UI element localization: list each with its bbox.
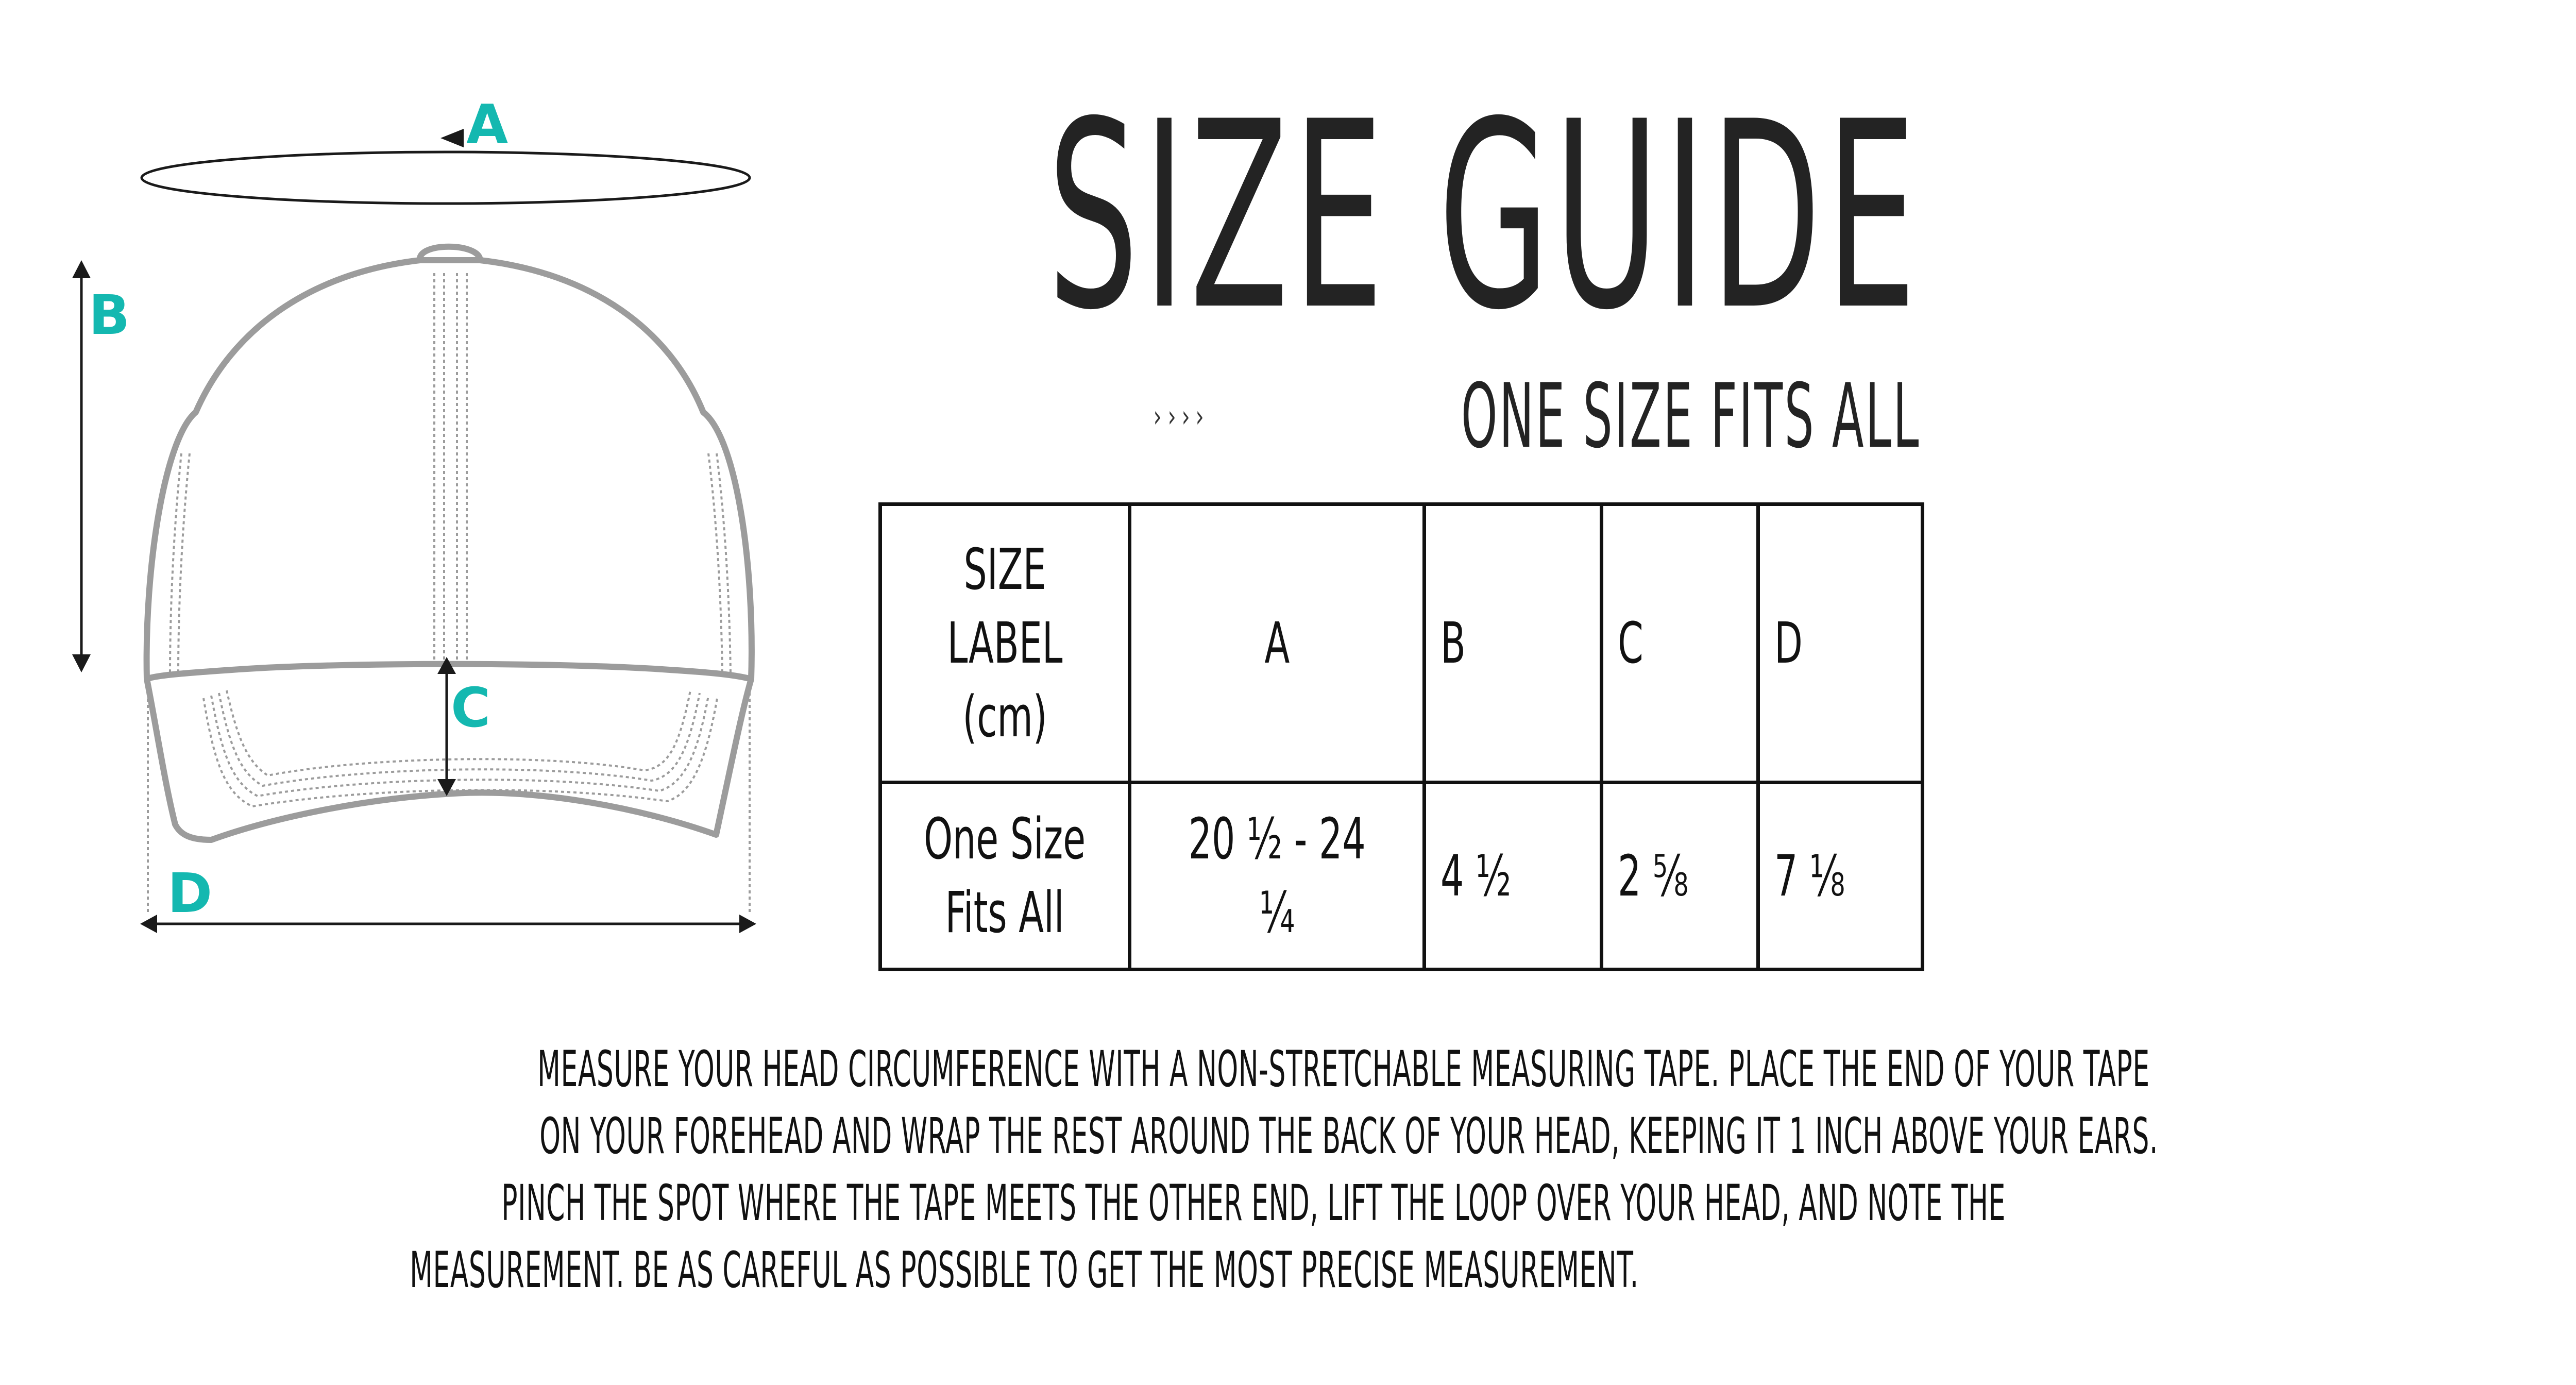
instruction-line: ON YOUR FOREHEAD AND WRAP THE REST AROUND THE BACK OF YOUR HEAD, KEEPING IT 1 INCH ABOVE YOUR EARS. bbox=[539, 1107, 2159, 1165]
dimension-d bbox=[140, 862, 756, 933]
header-b: B bbox=[1425, 504, 1602, 783]
value-c: 2 ⅝ bbox=[1602, 783, 1758, 970]
table-row bbox=[880, 783, 1923, 970]
page-title: SIZE GUIDE bbox=[1047, 66, 1921, 366]
cap-diagram bbox=[0, 0, 824, 979]
dimension-a bbox=[142, 93, 750, 204]
header-c: C bbox=[1602, 504, 1758, 783]
value-d: 7 ⅛ bbox=[1758, 783, 1923, 970]
header-d: D bbox=[1758, 504, 1923, 783]
instruction-line: MEASURE YOUR HEAD CIRCUMFERENCE WITH A NON-STRETCHABLE MEASURING TAPE. PLACE THE END OF YOUR TAPE bbox=[537, 1040, 2150, 1098]
row-size-label: One Size Fits All bbox=[880, 783, 1130, 970]
dimension-b bbox=[72, 260, 130, 672]
subtitle: ONE SIZE FITS ALL bbox=[1461, 364, 1921, 468]
size-table bbox=[878, 502, 1924, 971]
instruction-line: MEASUREMENT. BE AS CAREFUL AS POSSIBLE TO GET THE MOST PRECISE MEASUREMENT. bbox=[410, 1241, 1639, 1299]
subtitle-row bbox=[1151, 364, 1921, 468]
table-header-row bbox=[880, 504, 1923, 783]
dimension-c bbox=[437, 657, 490, 796]
label-c: C bbox=[451, 677, 491, 739]
cap-outline bbox=[147, 247, 752, 840]
header-a: A bbox=[1130, 504, 1425, 783]
value-b: 4 ½ bbox=[1425, 783, 1602, 970]
instruction-line: PINCH THE SPOT WHERE THE TAPE MEETS THE OTHER END, LIFT THE LOOP OVER YOUR HEAD, AND NOTE THE bbox=[501, 1174, 2006, 1232]
chevron-right-icon: › › › › bbox=[1153, 399, 1204, 434]
label-d: D bbox=[167, 862, 213, 925]
value-a: 20 ½ - 24 ¼ bbox=[1130, 783, 1425, 970]
measurement-instructions bbox=[0, 1036, 2159, 1304]
label-b: B bbox=[89, 284, 130, 347]
header-size-label: SIZE LABEL (cm) bbox=[880, 504, 1130, 783]
label-a: A bbox=[466, 93, 509, 156]
